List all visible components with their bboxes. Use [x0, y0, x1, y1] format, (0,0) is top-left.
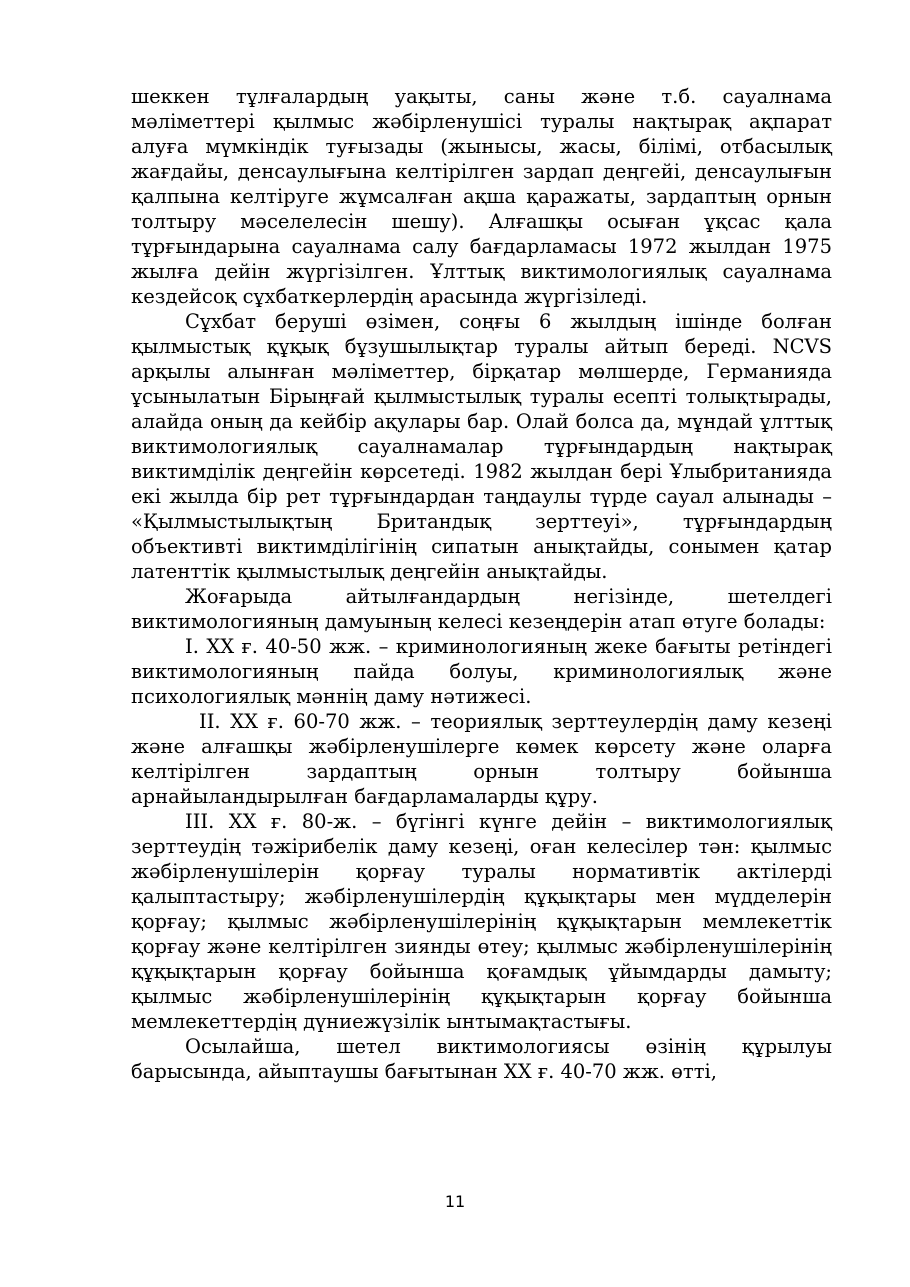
paragraph-stages-intro: Жоғарыда айтылғандардың негізінде, шетелдегі виктимологияның дамуының келесі кезеңдерін атап өтуге болады: — [131, 585, 832, 633]
paragraph-stage-1: I. XX ғ. 40-50 жж. – криминологияның жеке бағыты ретіндегі виктимологияның пайда болуы, криминологиялық және психологиялық мәннің даму нәтижесі. — [131, 635, 832, 708]
paragraph-stage-2: II. XX ғ. 60-70 жж. – теориялық зерттеулердің даму кезеңі және алғашқы жәбірленушілерге көмек көрсету және оларға келтірілген зардаптың орнын толтыру бойынша арнайыландырылған бағдарламаларды құру. — [131, 710, 832, 808]
paragraph-survey-data: шеккен тұлғалардың уақыты, саны және т.б. сауалнама мәліметтері қылмыс жәбірленушісі туралы нақтырақ ақпарат алуға мүмкіндік туғызады (жынысы, жасы, білімі, отбасылық жағдайы, денсаулығына келтірілген зардап деңгейі, денсаулығын қалпына келтіруге жұмсалған ақша қаражаты, зардаптың орнын толтыру мәселелесін шешу). Алғашқы осыған ұқсас қала тұрғындарына сауалнама салу бағдарламасы 1972 жылдан 1975 жылға дейін жүргізілген. Ұлттық виктимологиялық сауалнама кездейсоқ сұхбаткерлердің арасында жүргізіледі. — [131, 85, 832, 308]
paragraph-conclusion: Осылайша, шетел виктимологиясы өзінің құрылуы барысында, айыптаушы бағытынан XX ғ. 40-70 жж. өтті, — [131, 1035, 832, 1083]
page-number: 11 — [444, 1192, 466, 1211]
paragraph-stage-3: III. XX ғ. 80-ж. – бүгінгі күнге дейін – виктимологиялық зерттеудің тәжірибелік даму кезеңі, оған келесілер тән: қылмыс жәбірленушілерін қорғау туралы нормативтік актілерді қалыптастыру; жәбірленушілердің құқықтары мен мүдделерін қорғау; қылмыс жәбірленушілерінің құқықтарын мемлекеттік қорғау және келтірілген зиянды өтеу; қылмыс жәбірленушілерінің құқықтарын қорғау бойынша қоғамдық ұйымдарды дамыту; қылмыс жәбірленушілерінің құқықтарын қорғау бойынша мемлекеттердің дүниежүзілік ынтымақтастығы. — [131, 810, 832, 1033]
page-body — [131, 84, 832, 1084]
paragraph-ncvs: Сұхбат беруші өзімен, соңғы 6 жылдың ішінде болған қылмыстық құқық бұзушылықтар туралы айтып береді. NCVS арқылы алынған мәліметтер, бірқатар мөлшерде, Германияда ұсынылатын Бірыңғай қылмыстылық туралы есепті толықтырады, алайда оның да кейбір ақулары бар. Олай болса да, мұндай ұлттық виктимологиялық сауалнамалар тұрғындардың нақтырақ виктимділік деңгейін көрсетеді. 1982 жылдан бері Ұлыбританияда екі жылда бір рет тұрғындардан таңдаулы түрде сауал алынады – «Қылмыстылықтың Британдық зерттеуі», тұрғындардың объективті виктимділігінің сипатын анықтайды, сонымен қатар латенттік қылмыстылық деңгейін анықтайды. — [131, 310, 832, 583]
